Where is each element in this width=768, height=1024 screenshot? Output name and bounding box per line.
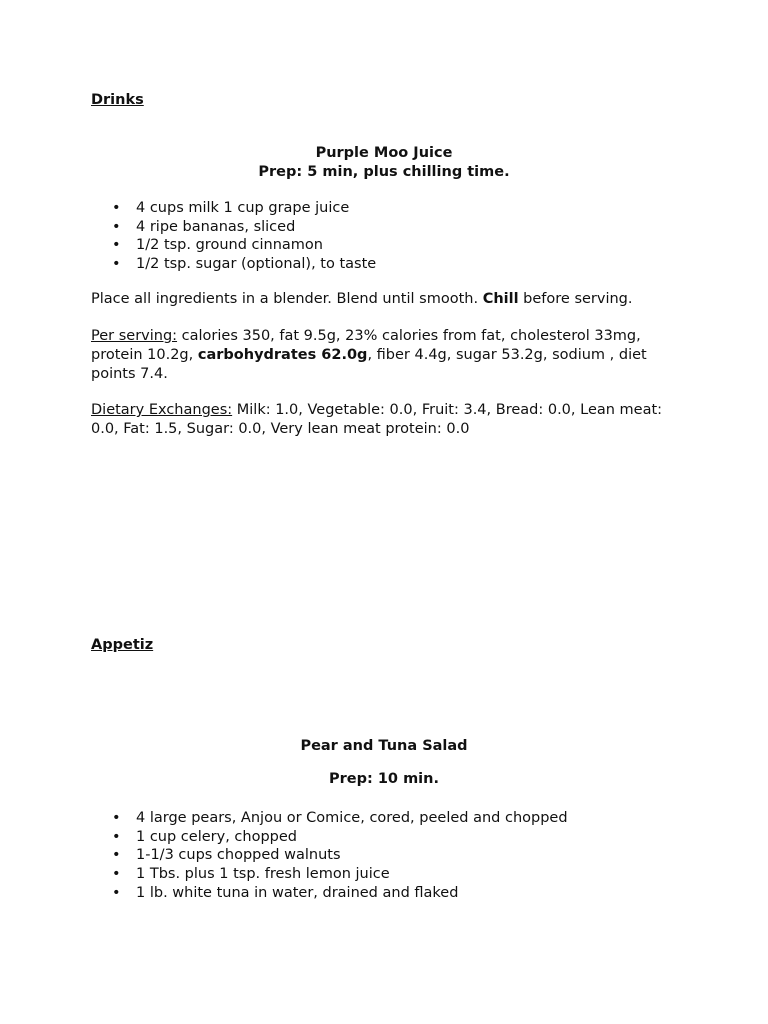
section-heading-drinks: Drinks xyxy=(91,92,144,108)
list-item: • 4 cups milk 1 cup grape juice xyxy=(91,199,376,218)
instructions-emphasis: Chill xyxy=(482,291,519,307)
exchanges-label: Dietary Exchanges: xyxy=(91,402,233,418)
list-item: • 1/2 tsp. sugar (optional), to taste xyxy=(91,255,376,274)
ingredient-list xyxy=(91,199,376,274)
nutrition-emphasis: carbohydrates 62.0g xyxy=(197,347,368,363)
ingredient-list xyxy=(91,809,568,902)
instructions-text-end: before serving. xyxy=(518,291,633,307)
nutrition-info xyxy=(91,327,691,384)
recipe-title: Purple Moo Juice xyxy=(315,145,453,161)
nutrition-label: Per serving: xyxy=(91,328,178,344)
list-item: • 4 ripe bananas, sliced xyxy=(91,218,376,237)
list-item: • 1 cup celery, chopped xyxy=(91,828,568,847)
recipe-prep-time: Prep: 5 min, plus chilling time. xyxy=(258,164,510,180)
list-item: • 1/2 tsp. ground cinnamon xyxy=(91,236,376,255)
nutrition-text: calories 350, fat 9.5g, 23% calories from fat, cholesterol 33mg, protein 10.2g, xyxy=(91,328,641,363)
dietary-exchanges xyxy=(91,401,691,439)
recipe-prep-time: Prep: 10 min. xyxy=(329,771,439,787)
list-item: • 1 Tbs. plus 1 tsp. fresh lemon juice xyxy=(91,865,568,884)
list-item: • 1-1/3 cups chopped walnuts xyxy=(91,846,568,865)
recipe-title: Pear and Tuna Salad xyxy=(300,738,468,754)
recipe-instructions xyxy=(91,290,691,309)
exchanges-text: Milk: 1.0, Vegetable: 0.0, Fruit: 3.4, Bread: 0.0, Lean meat: 0.0, Fat: 1.5, Sugar: 0.0, Very lean meat protein: 0.0 xyxy=(91,402,663,437)
list-item: • 1 lb. white tuna in water, drained and flaked xyxy=(91,884,568,903)
instructions-text: Place all ingredients in a blender. Blend until smooth. xyxy=(91,291,483,307)
nutrition-text-end: , fiber 4.4g, sugar 53.2g, sodium , diet points 7.4. xyxy=(91,347,647,382)
section-heading-appetizers: Appetiz xyxy=(91,637,154,653)
list-item: • 4 large pears, Anjou or Comice, cored, peeled and chopped xyxy=(91,809,568,828)
